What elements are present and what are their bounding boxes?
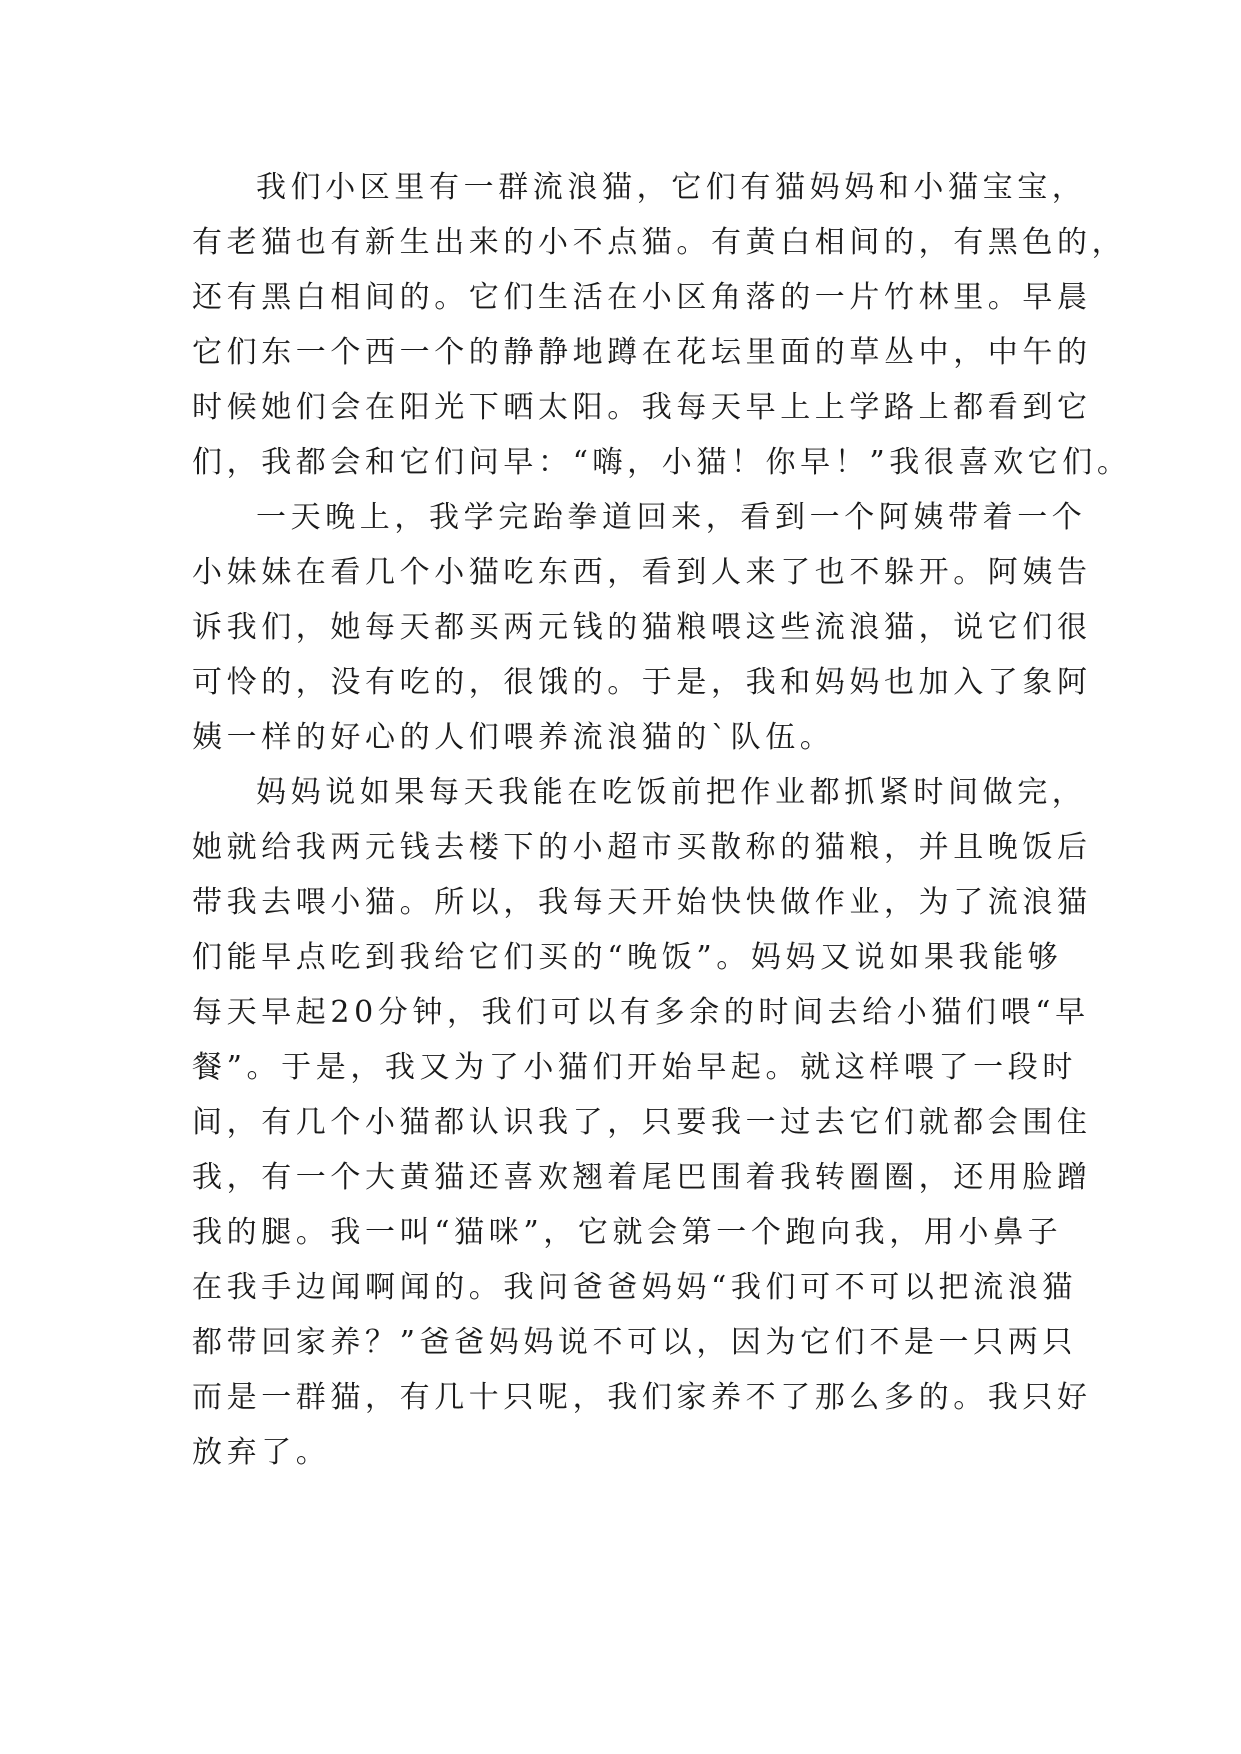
- text-line: 我，有一个大黄猫还喜欢翘着尾巴围着我转圈圈，还用脸蹭: [192, 1160, 1092, 1195]
- text-line: 带我去喂小猫。所以，我每天开始快快做作业，为了流浪猫: [192, 885, 1092, 920]
- text-line: 小妹妹在看几个小猫吃东西，看到人来了也不躲开。阿姨告: [192, 555, 1092, 590]
- text-line: 诉我们，她每天都买两元钱的猫粮喂这些流浪猫，说它们很: [192, 610, 1092, 645]
- text-line: 在我手边闻啊闻的。我问爸爸妈妈“我们可不可以把流浪猫: [192, 1270, 1077, 1305]
- text-line: 每天早起20分钟，我们可以有多余的时间去给小猫们喂“早: [192, 995, 1090, 1030]
- text-line: 我的腿。我一叫“猫咪”，它就会第一个跑向我，用小鼻子: [192, 1215, 1063, 1250]
- text-line: 们能早点吃到我给它们买的“晚饭”。妈妈又说如果我能够: [192, 940, 1063, 975]
- text-line: 我们小区里有一群流浪猫，它们有猫妈妈和小猫宝宝，: [256, 170, 1087, 205]
- document-body: [192, 160, 1132, 1480]
- text-line: 妈妈说如果每天我能在吃饭前把作业都抓紧时间做完，: [256, 775, 1087, 810]
- text-line: 餐”。于是，我又为了小猫们开始早起。就这样喂了一段时: [192, 1050, 1077, 1085]
- text-line: 还有黑白相间的。它们生活在小区角落的一片竹林里。早晨: [192, 280, 1092, 315]
- text-line: 姨一样的好心的人们喂养流浪猫的`队伍。: [192, 720, 835, 755]
- text-line: 她就给我两元钱去楼下的小超市买散称的猫粮，并且晚饭后: [192, 830, 1092, 865]
- text-line: 放弃了。: [192, 1435, 331, 1470]
- paragraph-3: [192, 765, 1092, 1480]
- paragraph-1: [192, 160, 1132, 490]
- paragraph-2: [192, 490, 1092, 765]
- text-line: 都带回家养？”爸爸妈妈说不可以，因为它们不是一只两只: [192, 1325, 1077, 1360]
- text-line: 有老猫也有新生出来的小不点猫。有黄白相间的，有黑色的，: [192, 225, 1127, 260]
- text-line: 间，有几个小猫都认识我了，只要我一过去它们就都会围住: [192, 1105, 1092, 1140]
- text-line: 可怜的，没有吃的，很饿的。于是，我和妈妈也加入了象阿: [192, 665, 1092, 700]
- text-line: 一天晚上，我学完跆拳道回来，看到一个阿姨带着一个: [256, 500, 1087, 535]
- text-line: 们，我都会和它们问早：“嗨，小猫！你早！”我很喜欢它们。: [192, 445, 1132, 480]
- text-line: 而是一群猫，有几十只呢，我们家养不了那么多的。我只好: [192, 1380, 1092, 1415]
- text-line: 它们东一个西一个的静静地蹲在花坛里面的草丛中，中午的: [192, 335, 1092, 370]
- text-line: 时候她们会在阳光下晒太阳。我每天早上上学路上都看到它: [192, 390, 1092, 425]
